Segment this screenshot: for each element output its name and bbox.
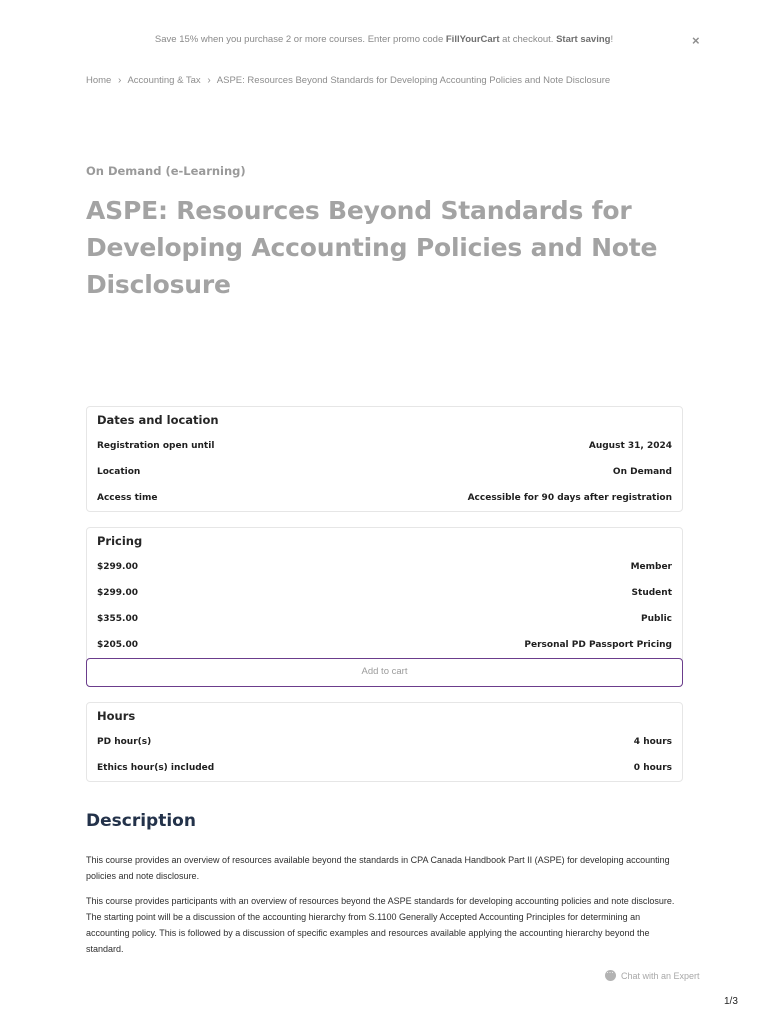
hours-card (86, 702, 683, 782)
dates-location-card (86, 406, 683, 512)
price-row (97, 562, 672, 576)
chat-with-expert-button[interactable] (605, 970, 700, 981)
promo-text-before: Save 15% when you purchase 2 or more courses. Enter promo code (154, 34, 446, 45)
page-title: ASPE: Resources Beyond Standards for Developing Accounting Policies and Note Disclosure (86, 196, 658, 299)
description-paragraph: This course provides participants with an overview of resources beyond the ASPE standards for developing accounting policies and note disclosure. The starting point will be a discussion of the accounting hierarchy from S.1100 Generally Accepted Accounting Principles for determining an accounting policy. This is followed by a discussion of specific examples and resources available applying the accounting hierarchy beyond the standard. (86, 896, 675, 954)
breadcrumb-home-link[interactable]: Home (86, 75, 112, 86)
chat-bubble-icon (605, 970, 616, 981)
row-value: Accessible for 90 days after registration (467, 493, 672, 503)
row-value: 0 hours (633, 763, 672, 773)
row-label: Ethics hour(s) included (97, 763, 215, 773)
breadcrumb (86, 75, 610, 86)
info-row (97, 441, 672, 455)
price-value: $205.00 (97, 640, 138, 650)
price-tier: Member (630, 562, 672, 572)
promo-code: FillYourCart (445, 34, 500, 45)
price-row (97, 614, 672, 628)
row-label: Registration open until (97, 441, 215, 451)
price-row (97, 588, 672, 602)
info-row (97, 763, 672, 777)
info-row (97, 493, 672, 507)
promo-text-middle: at checkout. (499, 34, 557, 45)
price-tier: Personal PD Passport Pricing (524, 640, 672, 650)
row-value: On Demand (612, 467, 672, 477)
add-to-cart-button[interactable]: Add to cart (86, 658, 683, 687)
price-value: $299.00 (97, 588, 138, 598)
price-value: $299.00 (97, 562, 138, 572)
price-tier: Student (631, 588, 672, 598)
info-row (97, 467, 672, 481)
card-title: Hours (97, 709, 136, 723)
page-counter: 1/3 (724, 996, 738, 1007)
chat-label: Chat with an Expert (621, 970, 700, 981)
breadcrumb-current: ASPE: Resources Beyond Standards for Developing Accounting Policies and Note Disclosure (216, 75, 611, 86)
chevron-right-icon: › (207, 75, 211, 86)
row-value: August 31, 2024 (588, 441, 672, 451)
description-heading: Description (86, 811, 196, 831)
promo-start-saving-link[interactable]: Start saving (556, 34, 611, 45)
row-label: PD hour(s) (97, 737, 152, 747)
description-paragraph: This course provides an overview of resources available beyond the standards in CPA Canada Handbook Part II (ASPE) for developing accounting policies and note disclosure. (86, 855, 670, 881)
course-format-label: On Demand (e-Learning) (86, 164, 246, 178)
promo-text-end: ! (610, 34, 614, 45)
breadcrumb-accounting-link[interactable]: Accounting & Tax (127, 75, 201, 86)
card-title: Pricing (97, 534, 143, 548)
row-label: Location (97, 467, 141, 477)
price-row (97, 640, 672, 654)
info-row (97, 737, 672, 751)
promo-banner (0, 34, 768, 45)
card-title: Dates and location (97, 413, 219, 427)
chevron-right-icon: › (117, 75, 122, 86)
row-value: 4 hours (633, 737, 672, 747)
close-icon[interactable]: × (692, 33, 700, 48)
row-label: Access time (97, 493, 158, 503)
price-tier: Public (641, 614, 672, 624)
price-value: $355.00 (97, 614, 138, 624)
